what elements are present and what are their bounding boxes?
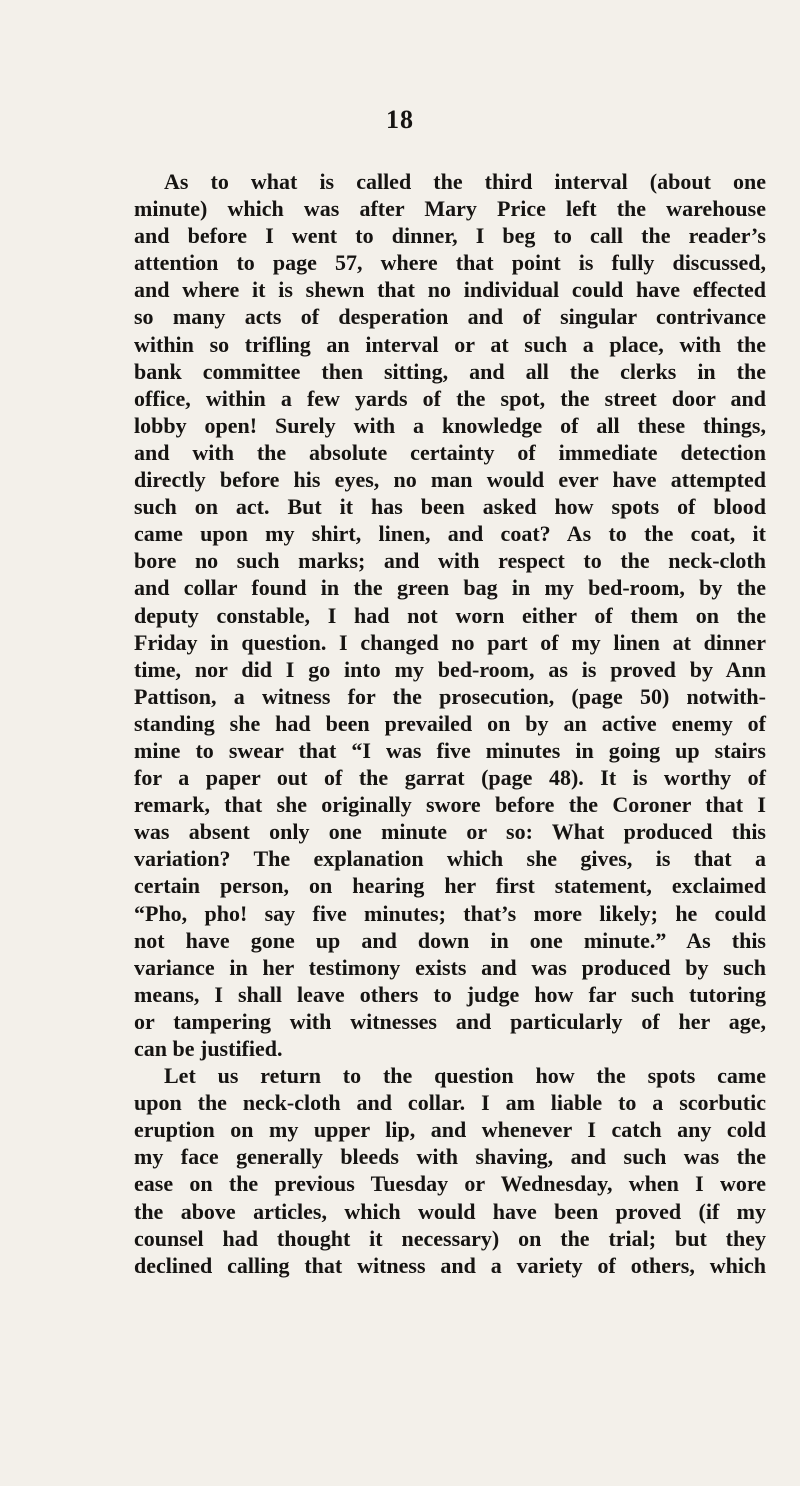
text-line: time, nor did I go into my bed-room, as is proved by Ann xyxy=(134,656,766,682)
body-text xyxy=(134,168,766,1279)
text-line: office, within a few yards of the spot, the street door and xyxy=(134,385,766,411)
text-line: Pattison, a witness for the prosecution, (page 50) notwith- xyxy=(134,683,766,709)
text-line: eruption on my upper lip, and whenever I catch any cold xyxy=(134,1117,766,1143)
text-line: not have gone up and down in one minute.” As this xyxy=(134,927,766,953)
text-line: As to what is called the third interval (about one xyxy=(164,169,766,194)
text-line: within so trifling an interval or at such a place, with the xyxy=(134,331,766,357)
text-line: certain person, on hearing her first statement, exclaimed xyxy=(134,873,766,899)
text-line: variance in her testimony exists and was produced by such xyxy=(134,954,766,980)
text-line: “Pho, pho! say five minutes; that’s more likely; he could xyxy=(134,900,766,926)
text-line: minute) which was after Mary Price left the warehouse xyxy=(134,196,766,222)
text-line: declined calling that witness and a variety of others, which xyxy=(134,1252,766,1278)
text-line: was absent only one minute or so: What produced this xyxy=(134,819,766,845)
text-line: lobby open! Surely with a knowledge of all these things, xyxy=(134,412,766,438)
text-line: Let us return to the question how the spots came xyxy=(164,1063,766,1089)
text-line: can be justified. xyxy=(134,1036,283,1061)
text-line: bore no such marks; and with respect to the neck-cloth xyxy=(134,548,766,574)
text-line: standing she had been prevailed on by an active enemy of xyxy=(134,710,766,736)
text-line: attention to page 57, where that point is fully discussed, xyxy=(134,250,766,276)
text-line: the above articles, which would have been proved (if my xyxy=(134,1198,766,1224)
text-line: and with the absolute certainty of immediate detection xyxy=(134,439,766,465)
text-line: Friday in question. I changed no part of my linen at dinner xyxy=(134,629,766,655)
text-line: came upon my shirt, linen, and coat? As to the coat, it xyxy=(134,521,766,547)
text-line: so many acts of desperation and of singular contrivance xyxy=(134,304,766,330)
text-line: and collar found in the green bag in my bed-room, by the xyxy=(134,575,766,601)
text-line: my face generally bleeds with shaving, and such was the xyxy=(134,1144,766,1170)
text-line: directly before his eyes, no man would ever have attempted xyxy=(134,467,766,493)
text-line: ease on the previous Tuesday or Wednesday, when I wore xyxy=(134,1171,766,1197)
text-line: or tampering with witnesses and particularly of her age, xyxy=(134,1008,766,1034)
text-line: variation? The explanation which she gives, is that a xyxy=(134,846,766,872)
text-line: deputy constable, I had not worn either of them on the xyxy=(134,602,766,628)
text-line: upon the neck-cloth and collar. I am liable to a scorbutic xyxy=(134,1090,766,1116)
text-line: such on act. But it has been asked how spots of blood xyxy=(134,494,766,520)
text-line: for a paper out of the garrat (page 48). It is worthy of xyxy=(134,765,766,791)
page-number: 18 xyxy=(386,105,414,134)
text-line: remark, that she originally swore before the Coroner that I xyxy=(134,792,766,818)
text-line: counsel had thought it necessary) on the trial; but they xyxy=(134,1225,766,1251)
text-line: mine to swear that “I was five minutes in going up stairs xyxy=(134,737,766,763)
text-line: means, I shall leave others to judge how far such tutoring xyxy=(134,981,766,1007)
text-line: bank committee then sitting, and all the clerks in the xyxy=(134,358,766,384)
text-line: and before I went to dinner, I beg to call the reader’s xyxy=(134,223,766,249)
text-line: and where it is shewn that no individual could have effected xyxy=(134,277,766,303)
